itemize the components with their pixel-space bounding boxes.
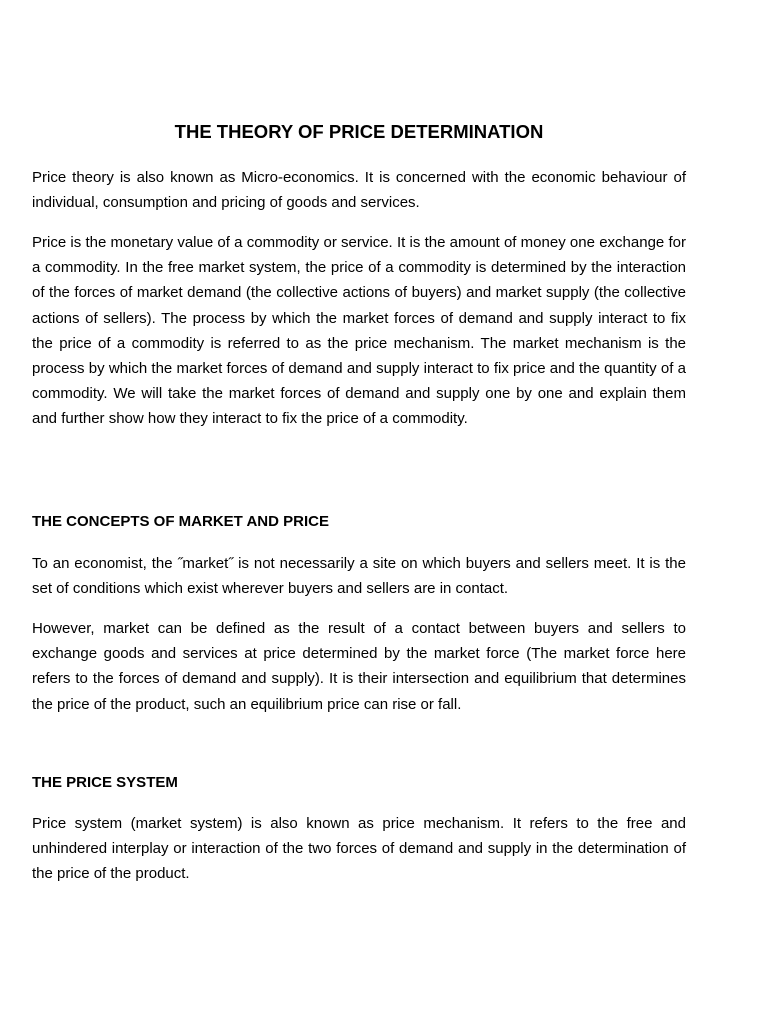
intro-paragraph-1: Price theory is also known as Micro-economics. It is concerned with the economic behaviour of individual, consumption and pricing of goods and services. (32, 169, 686, 212)
market-paragraph-2: However, market can be defined as the result of a contact between buyers and sellers to exchange goods and services at price determined by the market force (The market force here refers to the forces of demand and supply). It is their intersection and equilibrium that determines the price of the product, such an equilibrium price can rise or fall. (32, 620, 686, 713)
section-heading-price-system: THE PRICE SYSTEM (32, 774, 178, 791)
document-title: THE THEORY OF PRICE DETERMINATION (174, 121, 544, 142)
market-paragraph-1: To an economist, the ˝market˝ is not necessarily a site on which buyers and sellers meet. It is the set of conditions which exist wherever buyers and sellers are in contact. (32, 555, 686, 598)
price-system-paragraph-1: Price system (market system) is also known as price mechanism. It refers to the free and unhindered interplay or interaction of the two forces of demand and supply in the determination of the price of the product. (32, 815, 686, 883)
intro-paragraph-2: Price is the monetary value of a commodity or service. It is the amount of money one exchange for a commodity. In the free market system, the price of a commodity is determined by the interaction of the forces of market demand (the collective actions of buyers) and market supply (the collective actions of sellers). The process by which the market forces of demand and supply interact to fix the price of a commodity is referred to as the price mechanism. The market mechanism is the process by which the market forces of demand and supply interact to fix price and the quantity of a commodity. We will take the market forces of demand and supply one by one and explain them and further show how they interact to fix the price of a commodity. (32, 234, 686, 428)
section-heading-market-and-price: THE CONCEPTS OF MARKET AND PRICE (32, 513, 329, 530)
